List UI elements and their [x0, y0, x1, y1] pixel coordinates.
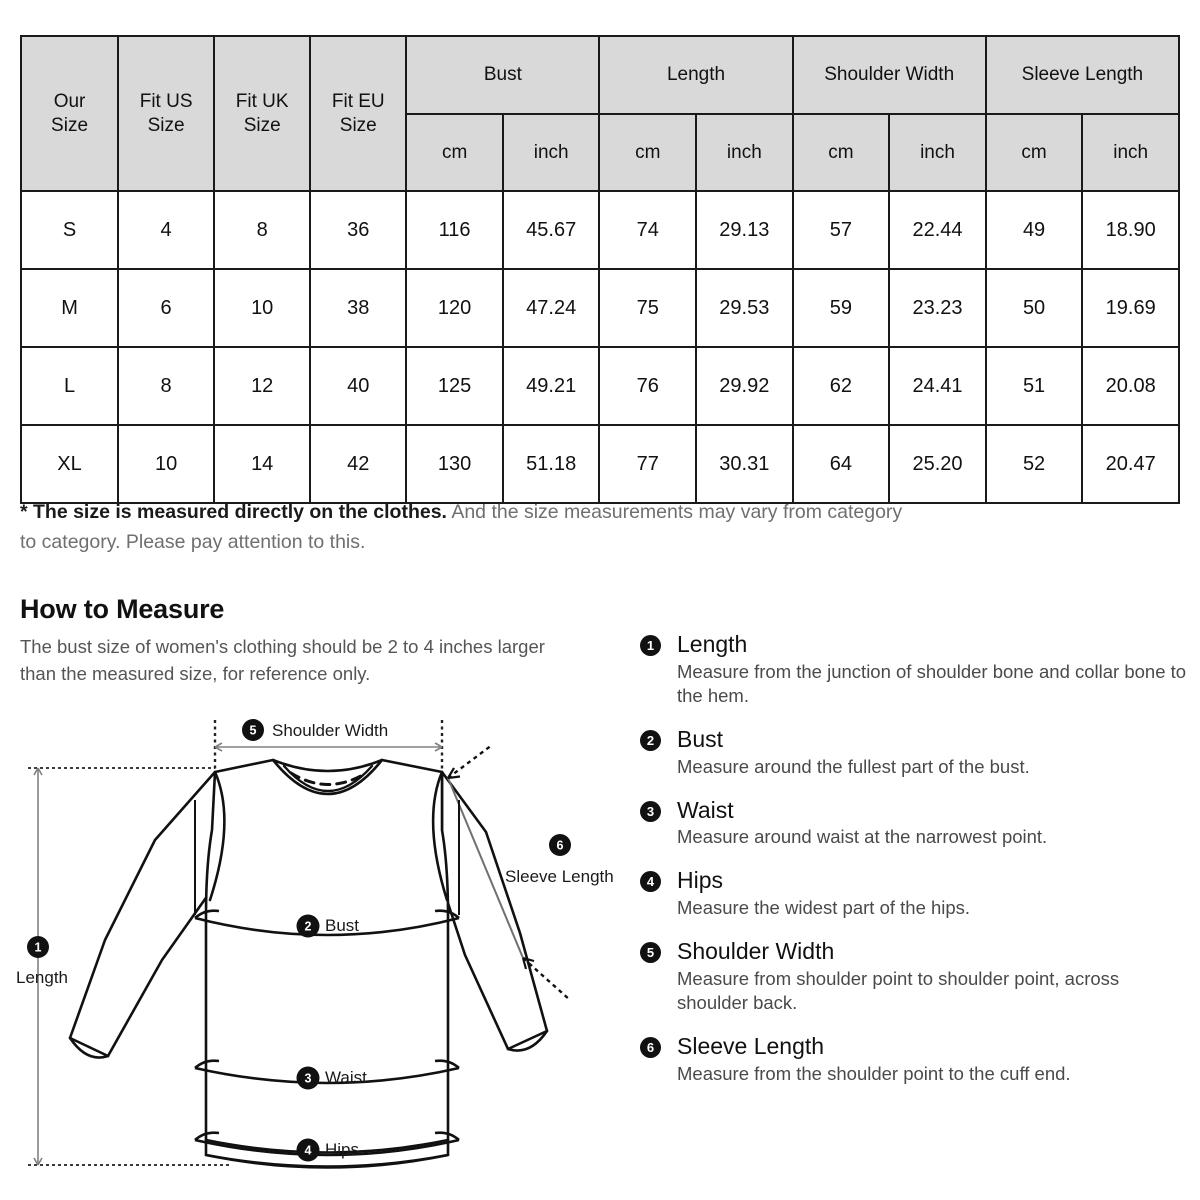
cell-fit-eu: 38 — [310, 269, 406, 347]
cell-length-inch: 29.92 — [696, 347, 793, 425]
cell-sleeve-cm: 50 — [986, 269, 1083, 347]
diagram-label-hips: Hips — [325, 1140, 360, 1159]
how-to-measure-title: How to Measure — [20, 594, 225, 624]
cell-sleeve-cm: 51 — [986, 347, 1083, 425]
table-row — [21, 347, 1179, 425]
cell-fit-us: 6 — [118, 269, 214, 347]
list-item — [640, 632, 1190, 708]
torso — [206, 760, 448, 1167]
list-item — [640, 868, 1190, 920]
cell-our-size: S — [21, 191, 118, 269]
note-bold-text: * The size is measured directly on the clothes. — [20, 501, 447, 523]
cell-length-inch: 29.13 — [696, 191, 793, 269]
diagram-label-shoulder-width: Shoulder Width — [272, 721, 389, 740]
cell-bust-inch: 45.67 — [503, 191, 600, 269]
measurement-description: Measure the widest part of the hips. — [677, 897, 971, 919]
note-rest-text: And the size measurements may vary from category to category. Please pay attention to this. — [20, 501, 903, 554]
cell-length-inch: 30.31 — [696, 425, 793, 503]
table-row — [21, 191, 1179, 269]
diagram-label-waist: Waist — [325, 1068, 367, 1087]
table-header-row-groups — [21, 36, 1179, 114]
column-header-shoulder-width: Shoulder Width — [793, 36, 986, 114]
cell-shoulder-cm: 59 — [793, 269, 890, 347]
cell-shoulder-cm: 64 — [793, 425, 890, 503]
garment-diagram — [10, 700, 640, 1200]
fit-uk-line1: Fit UK — [235, 90, 289, 112]
cell-length-cm: 74 — [599, 191, 696, 269]
column-header-sleeve-length: Sleeve Length — [986, 36, 1179, 114]
cell-sleeve-inch: 20.08 — [1082, 347, 1179, 425]
how-to-measure-subtitle: The bust size of women's clothing should be 2 to 4 inches larger than the measured size, for reference only. — [20, 636, 545, 684]
measurement-name: Length — [677, 631, 748, 657]
cell-fit-us: 8 — [118, 347, 214, 425]
fit-eu-line1: Fit EU — [331, 90, 385, 112]
list-item — [640, 1034, 1190, 1086]
diagram-label-length: Length — [16, 968, 68, 987]
length-dimension — [34, 768, 42, 1165]
cell-bust-inch: 51.18 — [503, 425, 600, 503]
column-header-bust: Bust — [406, 36, 599, 114]
unit-header-sleeve-cm: cm — [986, 114, 1083, 191]
right-sleeve — [442, 772, 547, 1049]
cell-bust-cm: 130 — [406, 425, 503, 503]
cell-length-cm: 75 — [599, 269, 696, 347]
measurement-name: Sleeve Length — [677, 1033, 825, 1060]
cell-bust-cm: 125 — [406, 347, 503, 425]
unit-header-bust-cm: cm — [406, 114, 503, 191]
cell-length-cm: 76 — [599, 347, 696, 425]
cell-length-cm: 77 — [599, 425, 696, 503]
cell-bust-inch: 47.24 — [503, 269, 600, 347]
cell-shoulder-inch: 23.23 — [889, 269, 986, 347]
cell-our-size: XL — [21, 425, 118, 503]
measurement-instructions-list — [640, 632, 1190, 1105]
column-header-fit-eu-size — [310, 36, 406, 191]
unit-header-sleeve-inch: inch — [1082, 114, 1179, 191]
left-sleeve — [70, 772, 215, 1056]
cell-fit-eu: 40 — [310, 347, 406, 425]
cell-shoulder-cm: 62 — [793, 347, 890, 425]
number-badge-icon: 5 — [640, 942, 661, 963]
measurement-name: Bust — [677, 725, 724, 752]
cell-our-size: M — [21, 269, 118, 347]
badge-4-number: 4 — [304, 1143, 312, 1158]
list-item — [640, 939, 1190, 1015]
unit-header-length-cm: cm — [599, 114, 696, 191]
cell-shoulder-inch: 22.44 — [889, 191, 986, 269]
number-badge-icon: 3 — [640, 801, 661, 822]
number-badge-icon: 4 — [640, 871, 661, 892]
fit-us-line2: Size — [147, 114, 185, 136]
measurement-name: Shoulder Width — [677, 938, 835, 965]
measurement-description: Measure around the fullest part of the bust. — [677, 755, 1030, 777]
cell-bust-cm: 116 — [406, 191, 503, 269]
badge-5-number: 5 — [249, 723, 257, 738]
cell-fit-uk: 12 — [214, 347, 310, 425]
number-badge-icon: 2 — [640, 730, 661, 751]
size-chart-table-container — [20, 35, 1180, 504]
column-header-fit-uk-size — [214, 36, 310, 191]
sweater-illustration — [70, 760, 547, 1168]
column-header-our-size — [21, 36, 118, 191]
unit-header-shoulder-cm: cm — [793, 114, 890, 191]
measurement-name: Waist — [677, 796, 734, 823]
cell-fit-eu: 36 — [310, 191, 406, 269]
diagram-label-sleeve-length: Sleeve Length — [505, 867, 614, 886]
list-item — [640, 727, 1190, 779]
measurement-description: Measure from the junction of shoulder bone and collar bone to the hem. — [677, 660, 1187, 706]
cell-length-inch: 29.53 — [696, 269, 793, 347]
fit-us-line1: Fit US — [139, 90, 193, 112]
cell-bust-inch: 49.21 — [503, 347, 600, 425]
cell-sleeve-inch: 19.69 — [1082, 269, 1179, 347]
cell-fit-uk: 8 — [214, 191, 310, 269]
cell-fit-uk: 14 — [214, 425, 310, 503]
measurement-description: Measure from shoulder point to shoulder point, across shoulder back. — [677, 967, 1120, 1014]
column-header-length: Length — [599, 36, 792, 114]
cell-shoulder-inch: 24.41 — [889, 347, 986, 425]
fit-eu-line2: Size — [339, 114, 377, 136]
cell-bust-cm: 120 — [406, 269, 503, 347]
unit-header-bust-inch: inch — [503, 114, 600, 191]
unit-header-shoulder-inch: inch — [889, 114, 986, 191]
measurement-description: Measure around waist at the narrowest point. — [677, 826, 1048, 848]
fit-uk-line2: Size — [243, 114, 281, 136]
cell-fit-us: 4 — [118, 191, 214, 269]
table-body — [21, 191, 1179, 503]
number-badge-icon: 6 — [640, 1037, 661, 1058]
table-header — [21, 36, 1179, 191]
column-header-fit-us-size — [118, 36, 214, 191]
cell-shoulder-inch: 25.20 — [889, 425, 986, 503]
cell-shoulder-cm: 57 — [793, 191, 890, 269]
table-row — [21, 269, 1179, 347]
cell-sleeve-cm: 52 — [986, 425, 1083, 503]
size-measurement-note — [20, 497, 920, 557]
cell-sleeve-inch: 18.90 — [1082, 191, 1179, 269]
shoulder-width-dimension — [215, 743, 442, 751]
badge-2-number: 2 — [304, 919, 312, 934]
cell-sleeve-cm: 49 — [986, 191, 1083, 269]
cell-fit-us: 10 — [118, 425, 214, 503]
cell-fit-eu: 42 — [310, 425, 406, 503]
cell-sleeve-inch: 20.47 — [1082, 425, 1179, 503]
number-badge-icon: 1 — [640, 635, 661, 656]
list-item — [640, 798, 1190, 850]
badge-6-number: 6 — [556, 838, 564, 853]
measurement-description: Measure from the shoulder point to the cuff end. — [677, 1062, 1071, 1084]
cell-our-size: L — [21, 347, 118, 425]
our-size-line1: Our — [53, 90, 86, 112]
unit-header-length-inch: inch — [696, 114, 793, 191]
badge-3-number: 3 — [304, 1071, 312, 1086]
cell-fit-uk: 10 — [214, 269, 310, 347]
measurement-name: Hips — [677, 867, 724, 894]
badge-1-number: 1 — [34, 940, 42, 955]
diagram-label-bust: Bust — [325, 916, 360, 935]
our-size-line2: Size — [51, 114, 89, 136]
size-chart-table — [20, 35, 1180, 504]
table-row — [21, 425, 1179, 503]
